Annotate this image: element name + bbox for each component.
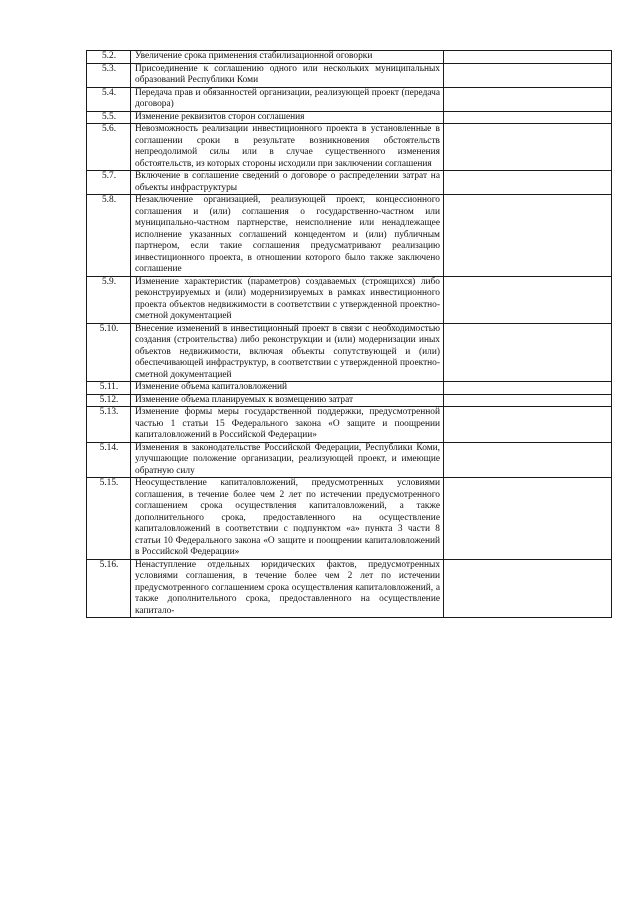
table-row bbox=[87, 63, 612, 87]
row-number: 5.15. bbox=[87, 478, 131, 560]
row-number: 5.10. bbox=[87, 323, 131, 382]
row-description: Увеличение срока применения стабилизационной оговорки bbox=[131, 51, 444, 64]
row-number: 5.8. bbox=[87, 195, 131, 277]
table-body bbox=[87, 51, 612, 618]
row-number: 5.13. bbox=[87, 407, 131, 443]
table-row bbox=[87, 51, 612, 64]
row-value-cell bbox=[444, 124, 612, 171]
table-row bbox=[87, 407, 612, 443]
row-value-cell bbox=[444, 559, 612, 618]
row-description: Изменение формы меры государственной поддержки, предусмотренной частью 1 статьи 15 Федерального закона «О защите и поощрении капиталовложений в Российской Федерации» bbox=[131, 407, 444, 443]
row-description: Присоединение к соглашению одного или нескольких муниципальных образований Республики Коми bbox=[131, 63, 444, 87]
table-row bbox=[87, 276, 612, 323]
row-value-cell bbox=[444, 63, 612, 87]
table-row bbox=[87, 442, 612, 478]
row-value-cell bbox=[444, 407, 612, 443]
row-value-cell bbox=[444, 382, 612, 395]
conditions-table bbox=[86, 50, 612, 618]
table-row bbox=[87, 394, 612, 407]
row-description: Изменение объема капиталовложений bbox=[131, 382, 444, 395]
row-description: Незаключение организацией, реализующей проект, концессионного соглашения и (или) соглашения о государственно-частном или муниципально-частном партнерстве, неисполнение или ненадлежащее исполнение указанных соглашений концедентом и (или) публичным партнером, если такие соглашения предусматривают реализацию инвестиционного проекта, в отношении которого было также заключено соглашение bbox=[131, 195, 444, 277]
row-value-cell bbox=[444, 394, 612, 407]
table-row bbox=[87, 382, 612, 395]
row-number: 5.11. bbox=[87, 382, 131, 395]
row-description: Изменение реквизитов сторон соглашения bbox=[131, 111, 444, 124]
row-description: Изменения в законодательстве Российской Федерации, Республики Коми, улучшающие положение организации, реализующей проект, и имеющие обратную силу bbox=[131, 442, 444, 478]
row-value-cell bbox=[444, 87, 612, 111]
table-row bbox=[87, 323, 612, 382]
row-description: Невозможность реализации инвестиционного проекта в установленные в соглашении сроки в результате возникновения обстоятельств непреодолимой силы или в случае существенного изменения обстоятельств, из которых стороны исходили при заключении соглашения bbox=[131, 124, 444, 171]
row-number: 5.14. bbox=[87, 442, 131, 478]
row-number: 5.7. bbox=[87, 171, 131, 195]
row-number: 5.4. bbox=[87, 87, 131, 111]
table-row bbox=[87, 195, 612, 277]
row-value-cell bbox=[444, 51, 612, 64]
row-description: Неосуществление капиталовложений, предусмотренных условиями соглашения, в течение более чем 2 лет по истечении предусмотренного соглашением срока осуществления капиталовложений, а также дополнительного срока, предоставленного на осуществление капиталовложений в соответствии с подпунктом «а» пункта 3 части 8 статьи 10 Федерального закона «О защите и поощрении капиталовложений в Российской Федерации» bbox=[131, 478, 444, 560]
row-value-cell bbox=[444, 276, 612, 323]
table-row bbox=[87, 171, 612, 195]
row-description: Передача прав и обязанностей организации, реализующей проект (передача договора) bbox=[131, 87, 444, 111]
row-number: 5.2. bbox=[87, 51, 131, 64]
row-value-cell bbox=[444, 478, 612, 560]
row-value-cell bbox=[444, 323, 612, 382]
row-number: 5.9. bbox=[87, 276, 131, 323]
row-description: Внесение изменений в инвестиционный проект в связи с необходимостью создания (строительства) либо реконструкции и (или) модернизации иных объектов недвижимости, включая объекты сопутствующей и (или) обеспечивающей инфраструктур, в соответствии с утвержденной проектно-сметной документацией bbox=[131, 323, 444, 382]
row-number: 5.6. bbox=[87, 124, 131, 171]
table-row bbox=[87, 87, 612, 111]
table-row bbox=[87, 478, 612, 560]
row-value-cell bbox=[444, 442, 612, 478]
row-number: 5.3. bbox=[87, 63, 131, 87]
table-row bbox=[87, 559, 612, 618]
row-number: 5.12. bbox=[87, 394, 131, 407]
row-description: Изменение объема планируемых к возмещению затрат bbox=[131, 394, 444, 407]
row-number: 5.5. bbox=[87, 111, 131, 124]
row-number: 5.16. bbox=[87, 559, 131, 618]
row-value-cell bbox=[444, 111, 612, 124]
row-description: Включение в соглашение сведений о договоре о распределении затрат на объекты инфраструктуры bbox=[131, 171, 444, 195]
table-row bbox=[87, 124, 612, 171]
row-value-cell bbox=[444, 195, 612, 277]
row-description: Ненаступление отдельных юридических фактов, предусмотренных условиями соглашения, в течение более чем 2 лет по истечении предусмотренного соглашением срока осуществления капиталовложений, а также дополнительного срока, предоставленного на осуществление капитало- bbox=[131, 559, 444, 618]
row-description: Изменение характеристик (параметров) создаваемых (строящихся) либо реконструируемых и (или) модернизируемых в рамках инвестиционного проекта объектов недвижимости в соответствии с утвержденной проектно-сметной документацией bbox=[131, 276, 444, 323]
row-value-cell bbox=[444, 171, 612, 195]
table-row bbox=[87, 111, 612, 124]
